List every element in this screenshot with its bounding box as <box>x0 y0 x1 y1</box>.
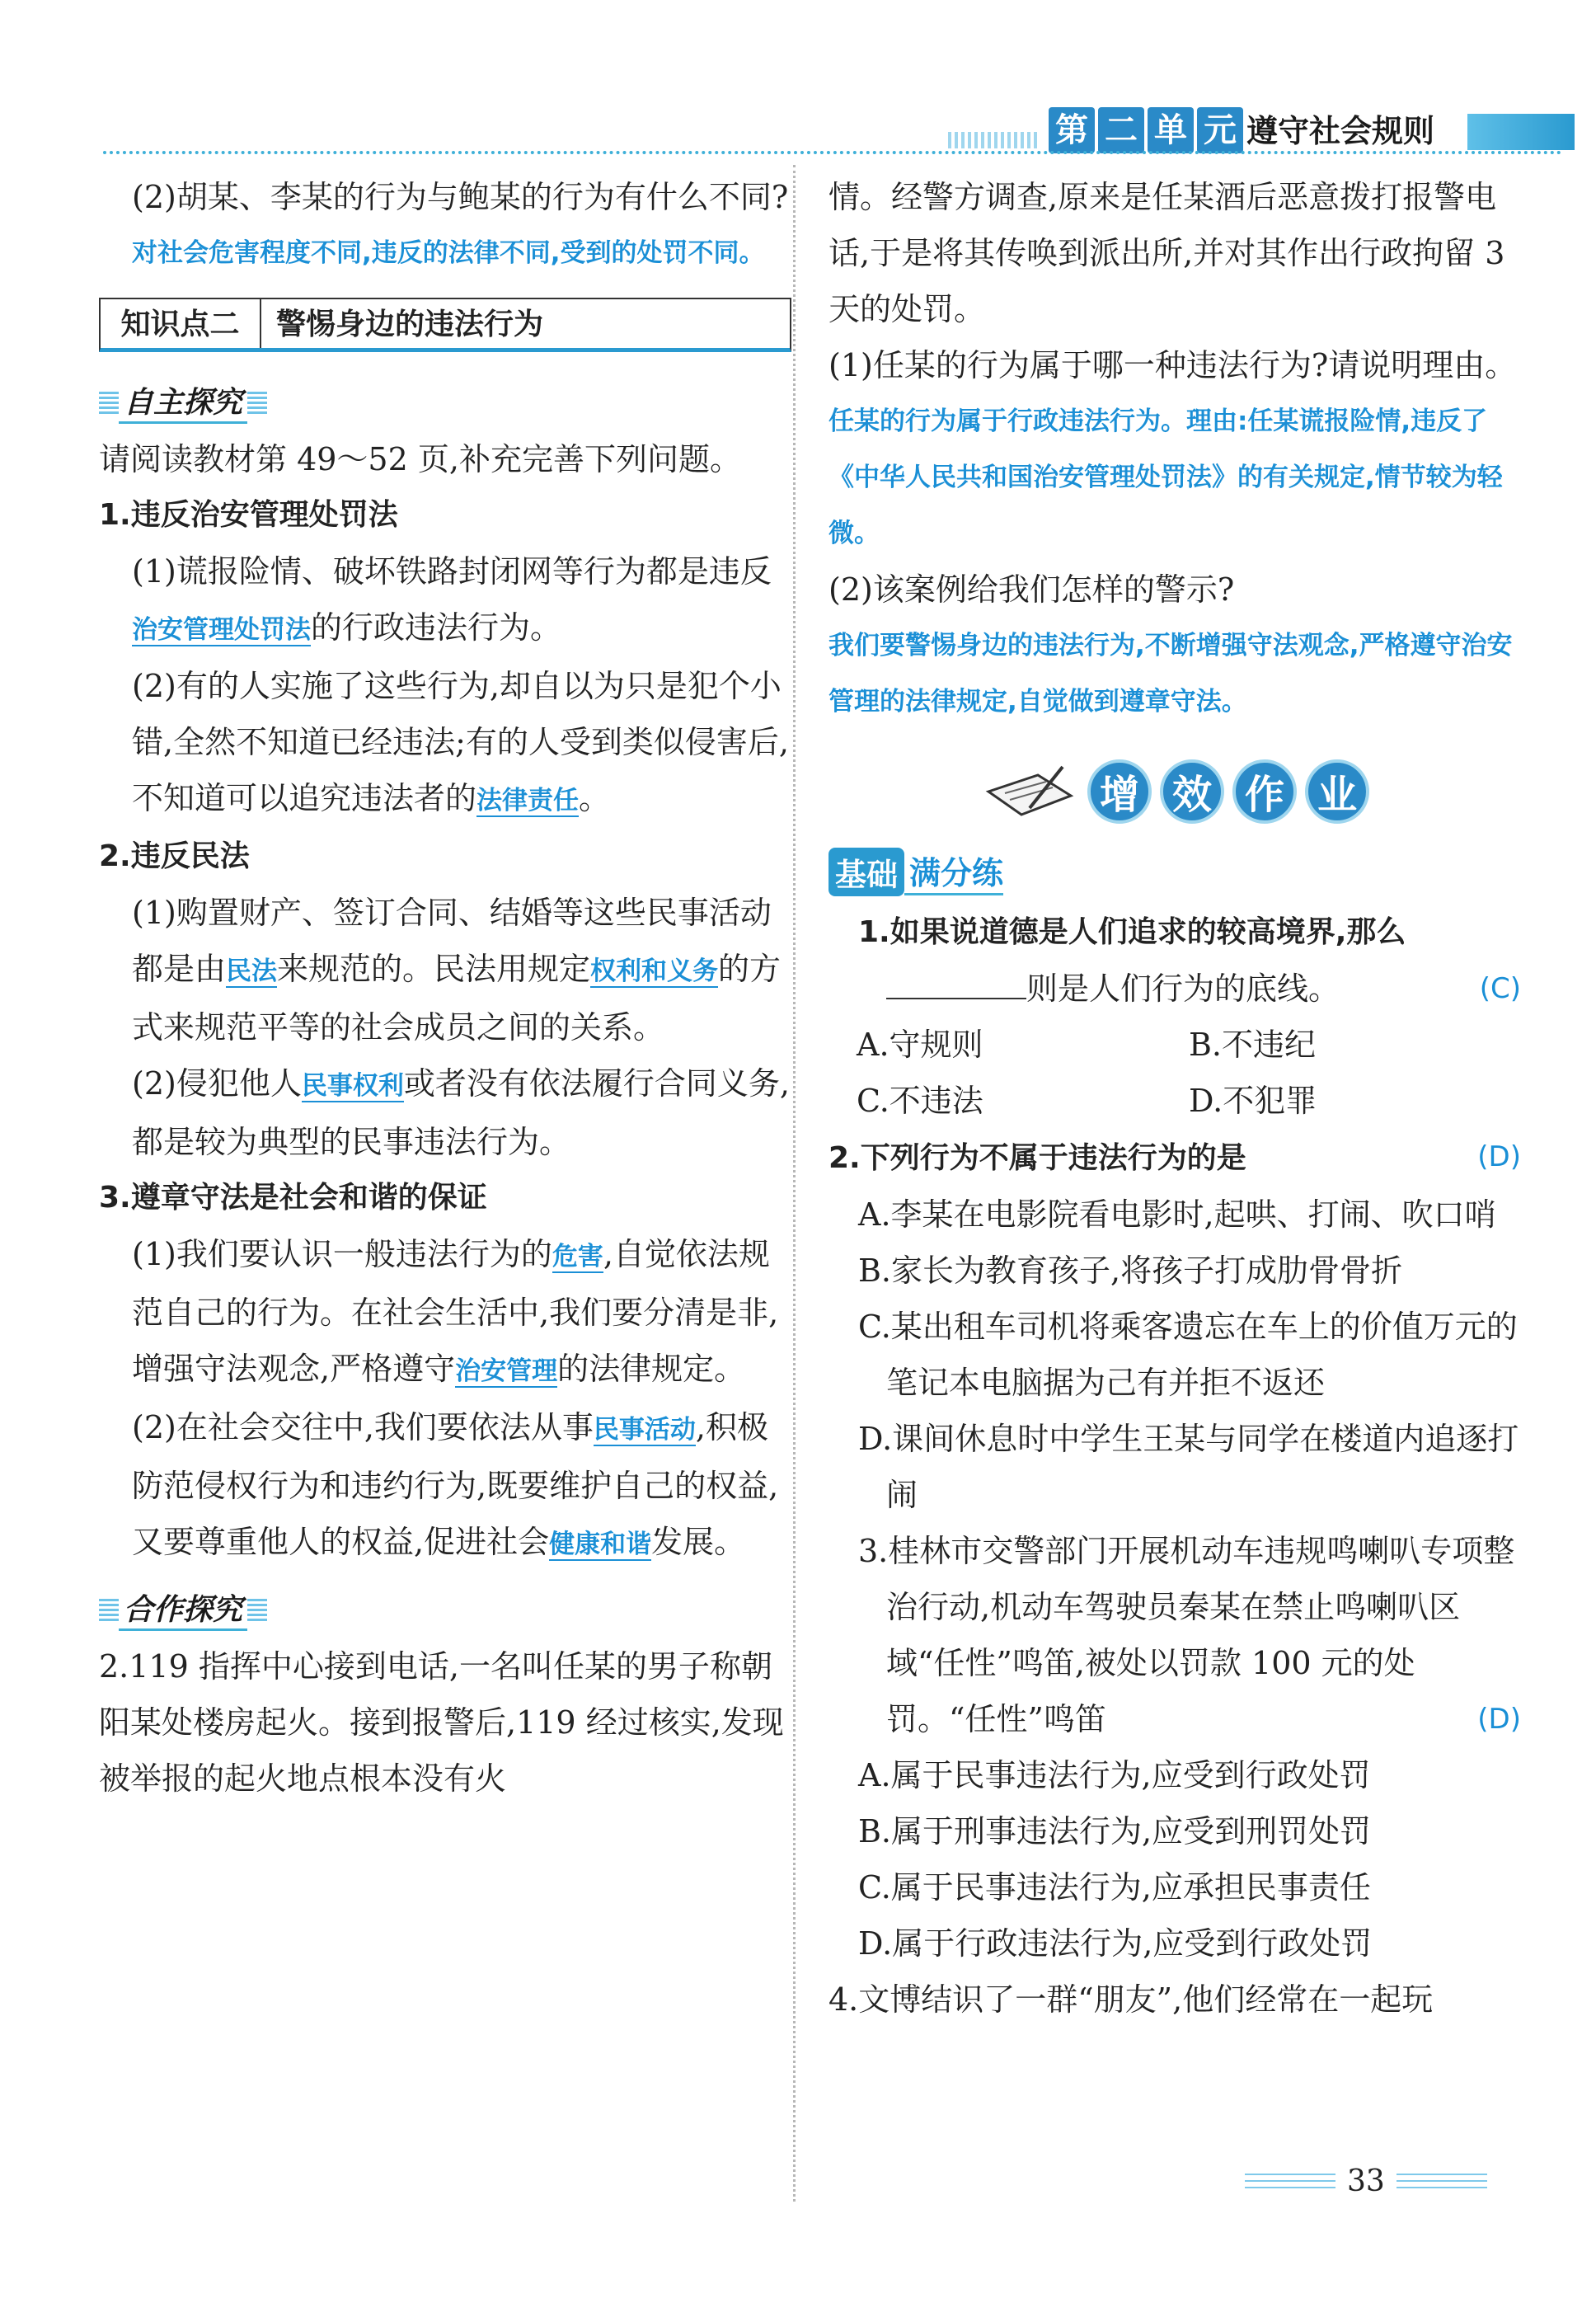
page-header <box>0 0 1596 165</box>
dots-icon <box>99 1596 119 1621</box>
text: 来规范的。民法用规定 <box>277 951 591 987</box>
option: C.某出租车司机将乘客遗忘在车上的价值万元的笔记本电脑据为己有并拒不返还 <box>858 1309 1518 1401</box>
column-divider <box>793 165 796 2202</box>
option: A.守规则 <box>857 1027 983 1063</box>
fill-answer: 民法 <box>226 956 278 986</box>
text: ,积极防范侵权行为和违约行为,既要维护自己的权益,又要尊重他人的权益,促进社会 <box>132 1409 779 1560</box>
subheading: 3.遵章守法是社会和谐的保证 <box>99 1181 487 1215</box>
header-decoration <box>948 132 1039 148</box>
right-column <box>829 169 1521 2028</box>
dots-icon <box>99 389 119 414</box>
section-heading <box>99 1584 791 1633</box>
text: (2)在社会交往中,我们要依法从事 <box>132 1409 594 1445</box>
homework-banner <box>829 746 1521 837</box>
paragraph <box>99 543 791 658</box>
text: (2)有的人实施了这些行为,却自以为只是犯个小错,全然不知道已经违法;有的人受到类似侵害后,不知道可以追究违法者的 <box>132 668 789 816</box>
dots-icon <box>247 1596 267 1621</box>
option: D.属于行政违法行为,应受到行政处罚 <box>858 1925 1373 1962</box>
option: C.属于民事违法行为,应承担民事责任 <box>858 1869 1371 1906</box>
fill-answer: 危害 <box>552 1242 603 1271</box>
paragraph <box>99 1226 791 1399</box>
option: A.李某在电影院看电影时,起哄、打闹、吹口哨 <box>858 1196 1496 1233</box>
paragraph <box>99 658 791 829</box>
fill-answer: 治安管理处罚法 <box>132 615 311 645</box>
answer-choice: (D) <box>1477 1703 1521 1736</box>
text: (2)侵犯他人 <box>132 1065 302 1102</box>
text: (1)购置财产、签订合同、结婚等这些民事活动都是由 <box>132 895 772 987</box>
practice-title: 满分练 <box>904 848 1003 895</box>
unit-char: 单 <box>1148 107 1194 153</box>
dots-icon <box>247 389 267 414</box>
section-title: 自主探究 <box>119 379 247 424</box>
left-column <box>99 169 791 1807</box>
banner-char: 业 <box>1305 759 1369 824</box>
option: D.课间休息时中学生王某与同学在楼道内追逐打闹 <box>858 1421 1519 1513</box>
question-2 <box>829 1129 1521 1187</box>
fill-answer: 权利和义务 <box>590 956 719 986</box>
question-text: 3.桂林市交警部门开展机动车违规鸣喇叭专项整治行动,机动车驾驶员秦某在禁止鸣喇叭区域“任性”鸣笛,被处以罚款 100 元的处罚。“任性”鸣笛 <box>858 1533 1515 1737</box>
question-4: 4.文博结识了一群“朋友”,他们经常在一起玩 <box>829 1981 1434 2018</box>
practice-tag: 基础 <box>829 848 904 896</box>
subheading: 1.违反治安管理处罚法 <box>99 498 398 532</box>
unit-char: 第 <box>1049 107 1095 153</box>
answer-text: 任某的行为属于行政违法行为。理由:任某谎报险情,违反了《中华人民共和国治安管理处罚法》的有关规定,情节较为轻微。 <box>829 407 1503 548</box>
question-text: (2)该案例给我们怎样的警示? <box>829 571 1235 608</box>
kp-title: 警惕身边的违法行为 <box>276 308 544 341</box>
answer-blank <box>886 998 1026 999</box>
knowledge-point-box <box>99 298 791 352</box>
case-text: 情。经警方调查,原来是任某酒后恶意拨打报警电话,于是将其传唤到派出所,并对其作出行政拘留 3 天的处罚。 <box>829 179 1505 327</box>
question-text: (2)胡某、李某的行为与鲍某的行为有什么不同? <box>132 179 789 215</box>
text: 的法律规定。 <box>557 1351 746 1387</box>
page-number: 33 <box>1347 2164 1385 2198</box>
kp-label: 知识点二 <box>101 299 261 348</box>
instruction: 请阅读教材第 49～52 页,补充完善下列问题。 <box>99 441 741 477</box>
footer-decoration <box>1245 2174 1335 2188</box>
fill-answer: 治安管理 <box>455 1356 558 1386</box>
paragraph <box>99 885 791 1055</box>
text: (1)我们要认识一般违法行为的 <box>132 1236 552 1272</box>
text: 或者没有依法履行合同义务,都是较为典型的民事违法行为。 <box>132 1065 790 1160</box>
fill-answer: 法律责任 <box>476 786 580 815</box>
answer-choice: (C) <box>1479 972 1521 1005</box>
unit-char: 二 <box>1098 107 1144 153</box>
banner-char: 增 <box>1087 759 1152 824</box>
unit-title: 遵守社会规则 <box>1246 113 1435 149</box>
text: 发展。 <box>651 1524 746 1560</box>
page-footer <box>1245 2160 1558 2202</box>
notebook-pen-icon <box>980 759 1079 825</box>
text: 的行政违法行为。 <box>311 609 562 646</box>
banner-char: 效 <box>1160 759 1224 824</box>
option: B.不违纪 <box>1189 1027 1317 1063</box>
section-heading <box>99 377 791 426</box>
unit-char: 元 <box>1197 107 1243 153</box>
answer-text: 对社会危害程度不同,违反的法律不同,受到的处罚不同。 <box>132 238 765 268</box>
paragraph <box>99 1055 791 1170</box>
answer-text: 我们要警惕身边的违法行为,不断增强守法观念,严格遵守治安管理的法律规定,自觉做到遵章守法。 <box>829 631 1513 717</box>
text: 的方式来规范平等的社会成员之间的关系。 <box>132 951 782 1046</box>
question-1 <box>829 903 1521 1017</box>
text: 。 <box>579 780 611 816</box>
answer-choice: (D) <box>1477 1140 1521 1173</box>
text: ,自觉依法规范自己的行为。在社会生活中,我们要分清是非,增强守法观念,严格遵守 <box>132 1236 779 1387</box>
paragraph <box>99 1399 791 1572</box>
fill-answer: 民事活动 <box>593 1415 696 1445</box>
section-title: 合作探究 <box>119 1586 247 1631</box>
subheading: 2.违反民法 <box>99 839 250 873</box>
question-text: 则是人们行为的底线。 <box>1026 971 1340 1007</box>
question-3 <box>829 1523 1521 1747</box>
footer-decoration <box>1396 2174 1487 2188</box>
option: C.不违法 <box>857 1083 983 1119</box>
question-text: (1)任某的行为属于哪一种违法行为?请说明理由。 <box>829 347 1517 383</box>
text: (1)谎报险情、破坏铁路封闭网等行为都是违反 <box>132 553 772 590</box>
option: D.不犯罪 <box>1189 1083 1317 1119</box>
question-text: 2.下列行为不属于违法行为的是 <box>829 1141 1246 1175</box>
options <box>829 1017 1521 1129</box>
question-text: 1.如果说道德是人们追求的较高境界,那么 <box>858 915 1406 949</box>
case-text: 2.119 指挥中心接到电话,一名叫任某的男子称朝阳某处楼房起火。接到报警后,119 经过核实,发现被举报的起火地点根本没有火 <box>99 1648 784 1797</box>
header-rule <box>103 151 1562 154</box>
fill-answer: 健康和谐 <box>549 1530 652 1559</box>
fill-answer: 民事权利 <box>301 1071 404 1101</box>
banner-char: 作 <box>1232 759 1297 824</box>
header-bar <box>1467 114 1575 150</box>
option: A.属于民事违法行为,应受到行政处罚 <box>858 1757 1371 1793</box>
option: B.家长为教育孩子,将孩子打成肋骨骨折 <box>858 1252 1403 1289</box>
option: B.属于刑事违法行为,应受到刑罚处罚 <box>858 1813 1372 1849</box>
practice-heading <box>829 845 1521 898</box>
